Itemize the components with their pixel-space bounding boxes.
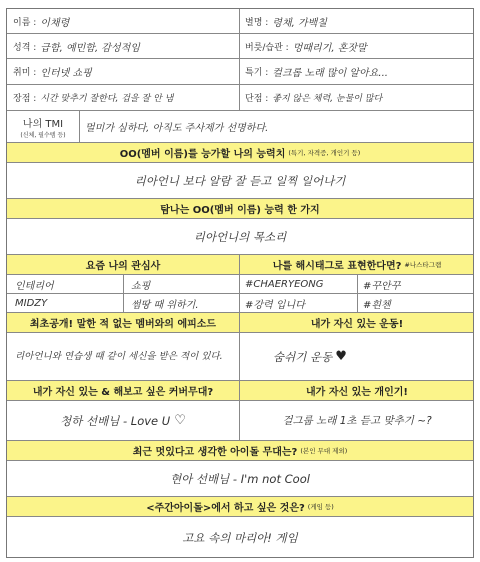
row-strength — [7, 85, 473, 111]
idol-stage-answer: 현아 선배님 - I'm not Cool — [170, 471, 310, 486]
cover-talent-answer-row — [7, 401, 473, 441]
hashtag-item: #강력 입니다 — [245, 299, 305, 311]
section-ability-answer: 리아언니 보다 알람 잘 듣고 일찍 일어나기 — [134, 173, 346, 188]
idol-stage-header — [7, 441, 473, 461]
nickname-label: 별명 : — [245, 17, 269, 28]
name-value: 이채령 — [40, 17, 70, 29]
hashtag-item: #흰첸 — [363, 299, 391, 311]
questionnaire-sheet — [6, 8, 474, 558]
section-ability-note: (특기, 자격증, 개인기 등) — [288, 149, 361, 157]
weakness-value: 좋지 않은 체력, 눈물이 많다 — [272, 94, 383, 104]
nickname-cell — [239, 9, 475, 33]
heart-outline-icon: ♡ — [174, 413, 186, 428]
idol-stage-note: (본인 무대 제외) — [300, 447, 348, 455]
interests-title: 요즘 나의 관심사 — [85, 261, 161, 272]
weakness-label: 단점 : — [245, 94, 269, 104]
hobby-cell — [7, 59, 239, 84]
name-label: 이름 : — [13, 17, 37, 28]
row-name — [7, 9, 473, 34]
cover-answer: 청하 선배님 - Love U — [60, 413, 171, 428]
hashtag-item: #꾸안꾸 — [363, 280, 401, 292]
weekly-idol-answer-row — [7, 517, 473, 558]
tmi-label-cell — [7, 111, 79, 142]
episode-answer: 리아언니와 연습생 때 같이 세신을 받은 적이 있다. — [15, 350, 223, 362]
hashtags-note: #나스타그램 — [404, 261, 442, 269]
section-covet-title: 탐나는 OO(멤버 이름) 능력 한 가지 — [160, 205, 320, 216]
interest-item: 인테리어 — [15, 280, 54, 292]
weekly-idol-title: <주간아이돌>에서 하고 싶은 것은? — [146, 503, 305, 514]
heart-icon: ♥ — [335, 349, 347, 364]
talent-value: 컬크롭 노래 많이 알아요... — [272, 68, 388, 79]
section-ability-header — [7, 143, 473, 163]
idol-stage-answer-row — [7, 461, 473, 497]
weekly-idol-note: (게임 등) — [307, 503, 334, 511]
weekly-idol-header — [7, 497, 473, 517]
personality-value: 급함, 예민함, 감성적임 — [40, 42, 140, 54]
weakness-cell — [239, 85, 475, 110]
interest-item: 썸땅 때 위하기. — [131, 299, 199, 311]
row-hobby — [7, 59, 473, 85]
talent2-title: 내가 자신 있는 개인기! — [306, 387, 408, 398]
row-personality — [7, 34, 473, 59]
interests-row-1 — [7, 275, 473, 294]
tmi-value: 멀미가 심하다, 아직도 주사제가 선명하다. — [85, 123, 269, 134]
episode-sport-header — [7, 313, 473, 333]
weekly-idol-answer: 고요 속의 마리아! 게임 — [182, 530, 298, 545]
nickname-value: 령채, 가백칠 — [272, 17, 327, 29]
talent-label: 특기 : — [245, 68, 269, 78]
personality-label: 성격 : — [13, 42, 37, 53]
hashtags-title: 나를 해시태그로 표현한다면? — [272, 261, 402, 272]
talent2-answer: 걸그룹 노래 1초 듣고 맞추기 ~? — [282, 415, 432, 427]
strength-label: 장점 : — [13, 94, 37, 104]
interest-item: MIDZY — [15, 297, 48, 309]
episode-title: 최초공개! 말한 적 없는 멤버와의 에피소드 — [29, 319, 217, 330]
strength-value: 시간 맞추기 잘한다, 겁을 잘 안 냄 — [40, 94, 174, 104]
talent-cell — [239, 59, 475, 84]
row-tmi — [7, 111, 473, 143]
sport-title: 내가 자신 있는 운동! — [310, 319, 404, 330]
episode-sport-answer-row — [7, 333, 473, 381]
tmi-label: 나의 TMI — [22, 118, 64, 130]
name-cell — [7, 9, 239, 33]
interest-item: 쇼핑 — [131, 280, 151, 292]
hobby-label: 취미 : — [13, 68, 37, 78]
section-covet-answer-row — [7, 219, 473, 255]
strength-cell — [7, 85, 239, 110]
idol-stage-title: 최근 멋있다고 생각한 아이돌 무대는? — [132, 447, 298, 458]
habit-value: 멍때리기, 혼잣말 — [292, 42, 367, 54]
sport-answer: 숨쉬기 운동 — [273, 349, 333, 364]
cover-talent-header — [7, 381, 473, 401]
cover-title: 내가 자신 있는 & 해보고 싶은 커버무대? — [32, 387, 214, 398]
tmi-sublabel: (신체, 필수템 등) — [20, 131, 66, 139]
section-covet-header — [7, 199, 473, 219]
interests-row-2 — [7, 294, 473, 313]
hobby-value: 인터넷 쇼핑 — [40, 68, 92, 79]
hashtag-item: #CHAERYEONG — [245, 278, 324, 290]
section-ability-title: OO(멤버 이름)를 능가할 나의 능력치 — [119, 149, 286, 160]
section-covet-answer: 리아언니의 목소리 — [193, 229, 287, 244]
habit-cell — [239, 34, 475, 58]
section-ability-answer-row — [7, 163, 473, 199]
tmi-value-cell — [79, 111, 475, 142]
interests-hashtags-header — [7, 255, 473, 275]
personality-cell — [7, 34, 239, 58]
habit-label: 버릇/습관 : — [245, 42, 289, 53]
